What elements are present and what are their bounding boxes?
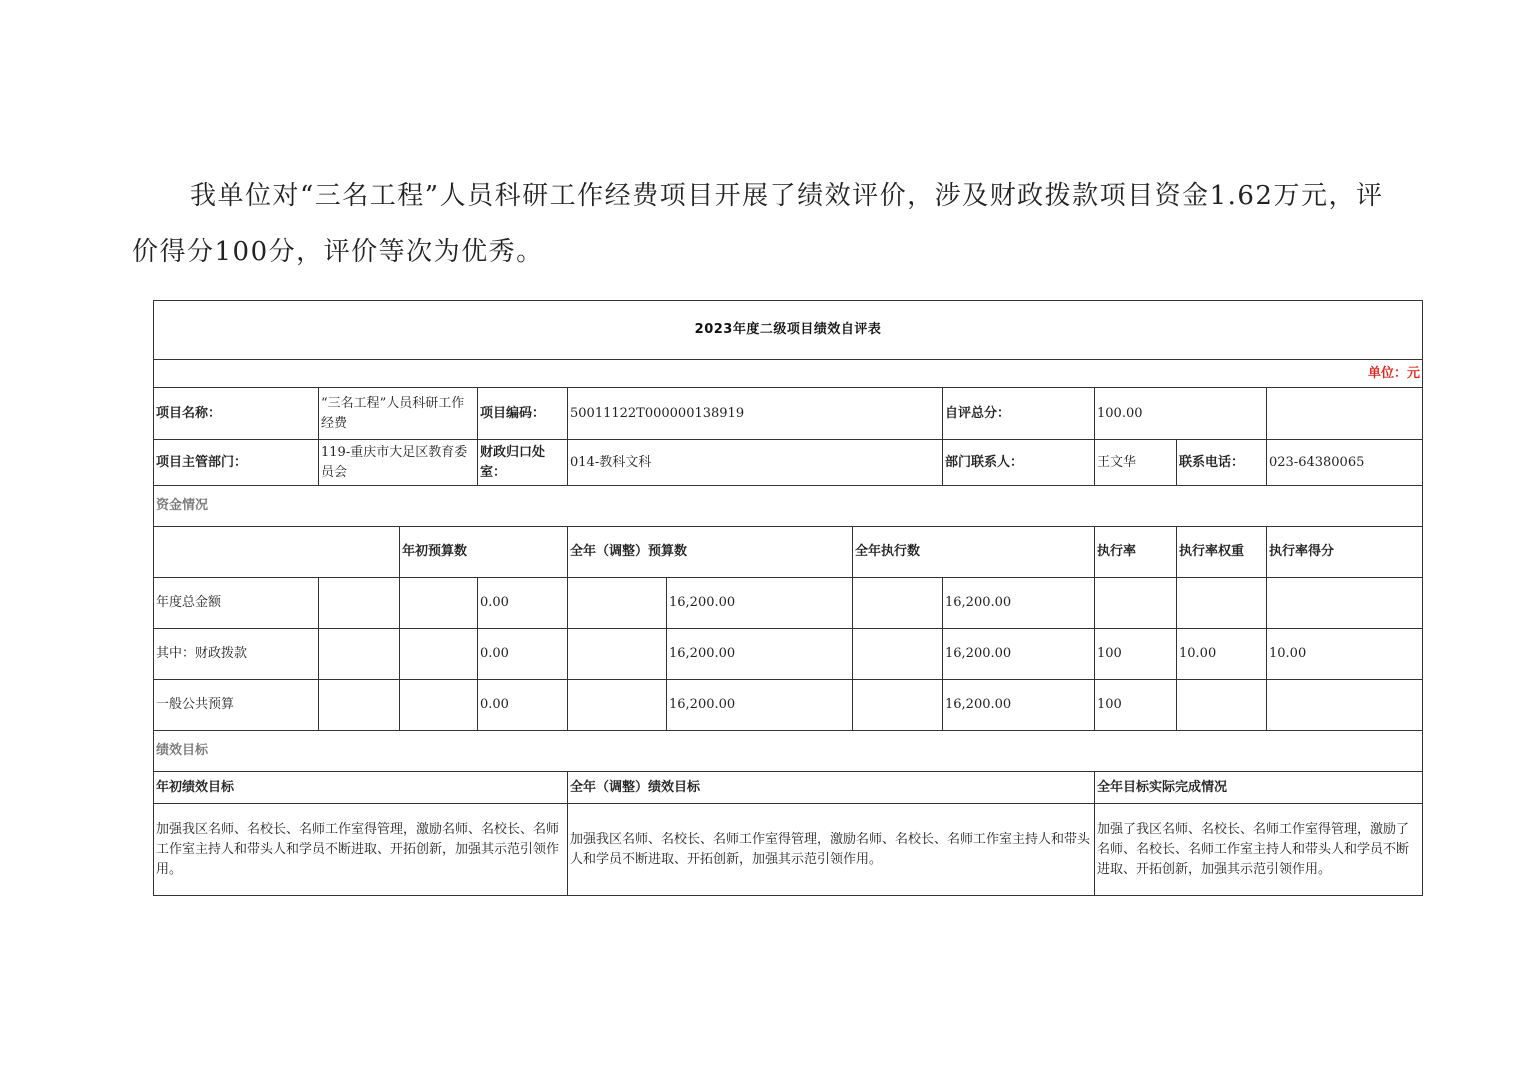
- blank-cell: [400, 578, 478, 629]
- execution-rate-value: 100: [1095, 629, 1177, 680]
- goals-section-title: 绩效目标: [154, 731, 1423, 772]
- blank-cell: [319, 680, 400, 731]
- row-name: 年度总金额: [154, 578, 319, 629]
- blank-cell: [853, 578, 943, 629]
- phone-value: 023-64380065: [1267, 440, 1423, 486]
- execution-rate-value: 100: [1095, 680, 1177, 731]
- adjusted-goal-text: 加强我区名师、名校长、名师工作室得管理，激励名师、名校长、名师工作室主持人和带头人和学员不断进取、开拓创新，加强其示范引领作用。: [568, 804, 1095, 896]
- performance-evaluation-table: [153, 300, 1423, 896]
- contact-value: 王文华: [1095, 440, 1177, 486]
- header-executed: 全年执行数: [853, 527, 1095, 578]
- header-actual-completion: 全年目标实际完成情况: [1095, 772, 1423, 804]
- rate-weight-value: [1177, 680, 1267, 731]
- adjusted-budget-value: 16,200.00: [667, 578, 853, 629]
- department-value: 119-重庆市大足区教育委员会: [319, 440, 478, 486]
- header-rate-weight: 执行率权重: [1177, 527, 1267, 578]
- project-code-label: 项目编码：: [478, 388, 568, 440]
- rate-weight-value: 10.00: [1177, 629, 1267, 680]
- initial-budget-value: 0.00: [478, 680, 568, 731]
- row-name: 其中：财政拨款: [154, 629, 319, 680]
- initial-goal-text: 加强我区名师、名校长、名师工作室得管理，激励名师、名校长、名师工作室主持人和带头人和学员不断进取、开拓创新，加强其示范引领作用。: [154, 804, 568, 896]
- header-adjusted-goal: 全年（调整）绩效目标: [568, 772, 1095, 804]
- rate-weight-value: [1177, 578, 1267, 629]
- blank-cell: [568, 578, 667, 629]
- project-name-label: 项目名称：: [154, 388, 319, 440]
- blank-cell: [400, 629, 478, 680]
- initial-budget-value: 0.00: [478, 578, 568, 629]
- blank-cell: [319, 629, 400, 680]
- blank-cell: [319, 578, 400, 629]
- adjusted-budget-value: 16,200.00: [667, 629, 853, 680]
- unit-label: 单位：元: [154, 360, 1423, 388]
- executed-value: 16,200.00: [943, 629, 1095, 680]
- finance-office-label: 财政归口处室：: [478, 440, 568, 486]
- table-row: [154, 680, 1423, 731]
- rate-score-value: 10.00: [1267, 629, 1423, 680]
- department-label: 项目主管部门：: [154, 440, 319, 486]
- header-rate-score: 执行率得分: [1267, 527, 1423, 578]
- score-label: 自评总分：: [943, 388, 1095, 440]
- finance-office-value: 014-教科文科: [568, 440, 943, 486]
- blank-cell: [400, 680, 478, 731]
- table-row: [154, 629, 1423, 680]
- score-value: 100.00: [1095, 388, 1267, 440]
- executed-value: 16,200.00: [943, 680, 1095, 731]
- empty-cell: [1267, 388, 1423, 440]
- header-initial-budget: 年初预算数: [400, 527, 568, 578]
- row-name: 一般公共预算: [154, 680, 319, 731]
- actual-completion-text: 加强了我区名师、名校长、名师工作室得管理，激励了名师、名校长、名师工作室主持人和带头人和学员不断进取、开拓创新，加强其示范引领作用。: [1095, 804, 1423, 896]
- adjusted-budget-value: 16,200.00: [667, 680, 853, 731]
- blank-cell: [853, 680, 943, 731]
- header-initial-goal: 年初绩效目标: [154, 772, 568, 804]
- rate-score-value: [1267, 578, 1423, 629]
- executed-value: 16,200.00: [943, 578, 1095, 629]
- initial-budget-value: 0.00: [478, 629, 568, 680]
- execution-rate-value: [1095, 578, 1177, 629]
- funds-header-blank: [154, 527, 400, 578]
- blank-cell: [853, 629, 943, 680]
- rate-score-value: [1267, 680, 1423, 731]
- header-execution-rate: 执行率: [1095, 527, 1177, 578]
- funds-section-title: 资金情况: [154, 486, 1423, 527]
- blank-cell: [568, 629, 667, 680]
- intro-paragraph: 我单位对“三名工程”人员科研工作经费项目开展了绩效评价，涉及财政拨款项目资金1.62万元，评价得分100分，评价等次为优秀。: [132, 181, 1384, 267]
- form-title: 2023年度二级项目绩效自评表: [154, 301, 1423, 360]
- project-code-value: 50011122T000000138919: [568, 388, 943, 440]
- contact-label: 部门联系人：: [943, 440, 1095, 486]
- blank-cell: [568, 680, 667, 731]
- table-row: [154, 578, 1423, 629]
- header-adjusted-budget: 全年（调整）预算数: [568, 527, 853, 578]
- project-name-value: “三名工程”人员科研工作经费: [319, 388, 478, 440]
- phone-label: 联系电话：: [1177, 440, 1267, 486]
